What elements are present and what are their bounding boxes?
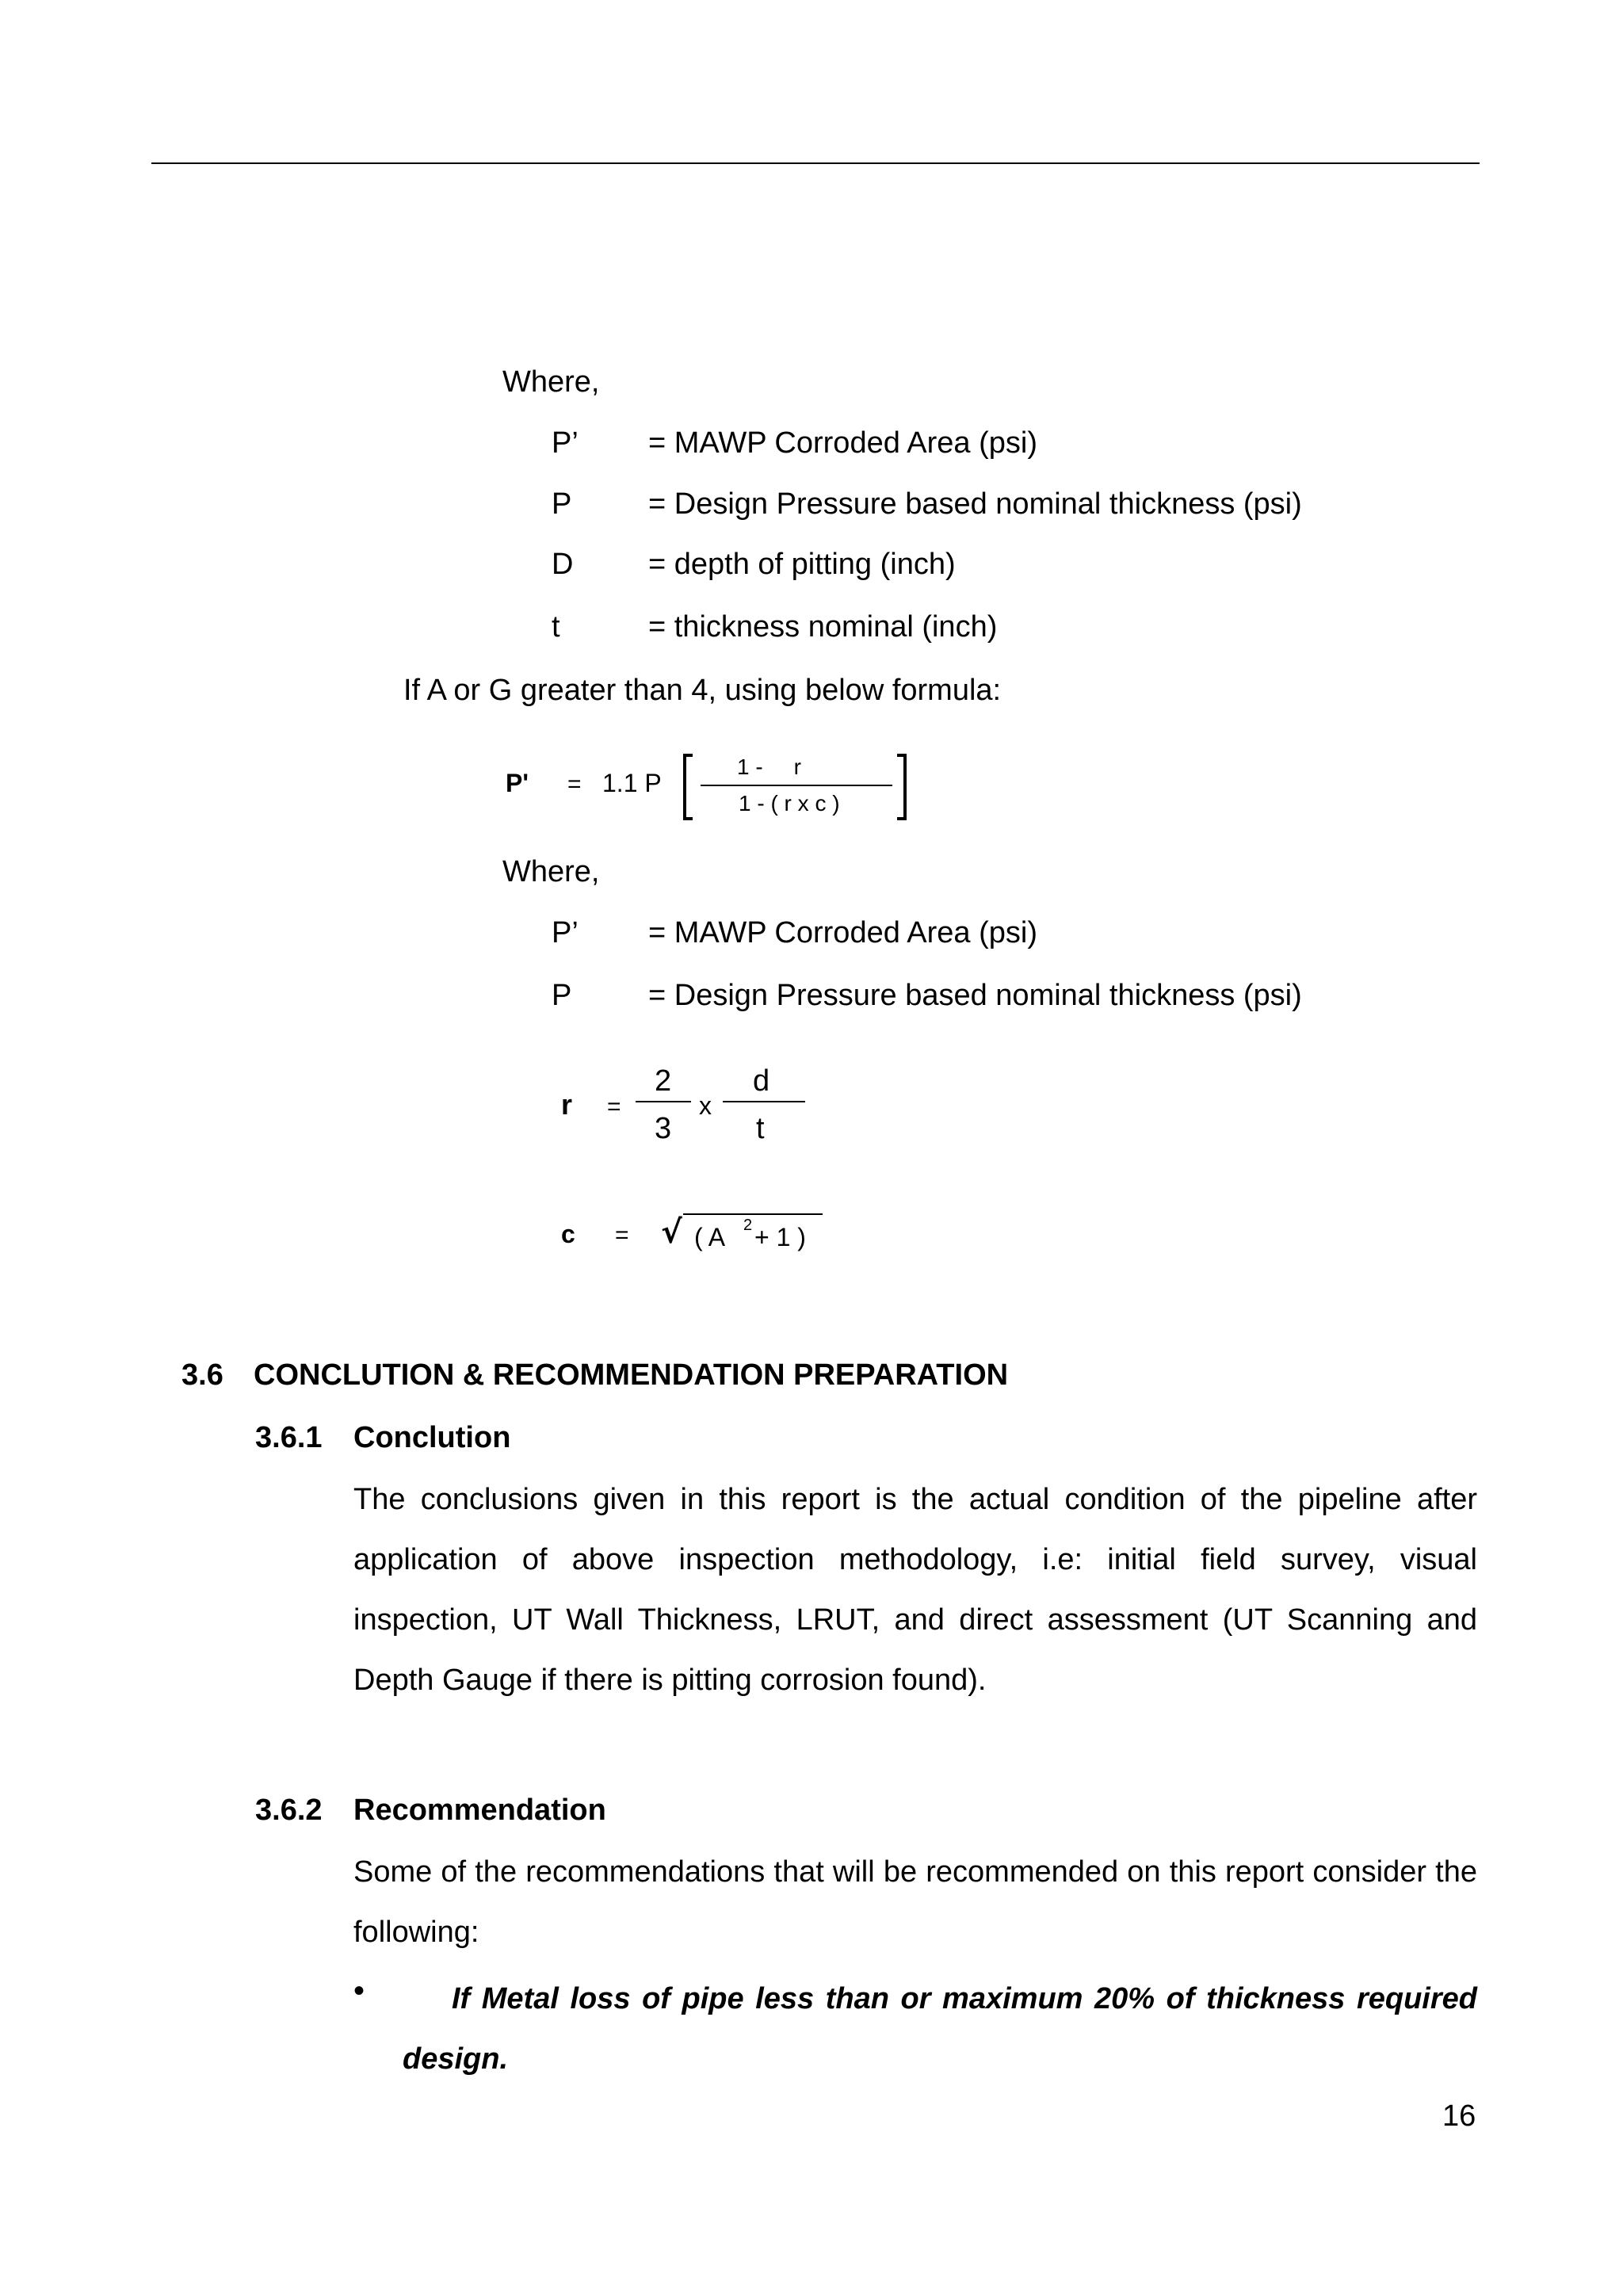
formula-p-prime-coef: 1.1 P (602, 769, 662, 797)
where-1-definition-t: = thickness nominal (inch) (648, 610, 998, 644)
formula-p-prime (499, 741, 943, 836)
formula-c-close: + 1 ) (754, 1223, 806, 1251)
formula-p-prime-eq: = (567, 771, 582, 797)
formula-c-eq: = (615, 1222, 629, 1248)
formula-r-frac2-numerator: d (753, 1064, 770, 1098)
where-2-definition-p: = Design Pressure based nominal thickness (psi) (648, 979, 1302, 1012)
section-3-6-1-title: Conclution (353, 1421, 511, 1454)
condition-text: If A or G greater than 4, using below formula: (403, 674, 1002, 707)
section-3-6-title: CONCLUTION & RECOMMENDATION PREPARATION (254, 1358, 1009, 1392)
section-3-6-2-title: Recommendation (353, 1794, 606, 1827)
header-rule (151, 162, 1480, 164)
formula-left-bracket (685, 755, 693, 819)
formula-c-exponent: 2 (743, 1217, 753, 1234)
formula-p-prime-lhs: P' (506, 769, 529, 797)
where-1-symbol-p: P (552, 487, 572, 521)
formula-r-eq: = (607, 1094, 621, 1120)
formula-c-lhs: c (561, 1220, 575, 1248)
bullet-marker: • (353, 1973, 365, 2008)
formula-right-bracket (897, 755, 905, 819)
formula-p-prime-denominator: 1 - ( r x c ) (739, 791, 840, 816)
where-label-2: Where, (502, 855, 600, 888)
where-2-definition-p-prime: = MAWP Corroded Area (psi) (648, 916, 1038, 949)
where-1-definition-p: = Design Pressure based nominal thickness (psi) (648, 487, 1302, 521)
section-3-6-2-number: 3.6.2 (255, 1794, 323, 1827)
where-1-definition-d: = depth of pitting (inch) (648, 548, 956, 581)
formula-c-open: ( A (694, 1223, 726, 1251)
where-1-definition-p-prime: = MAWP Corroded Area (psi) (648, 426, 1038, 460)
formula-r-frac2-denominator: t (756, 1112, 765, 1145)
formula-c-radical: √ (661, 1214, 682, 1251)
section-3-6-1-number: 3.6.1 (255, 1421, 323, 1454)
formula-p-prime-numerator: 1 - r (737, 755, 801, 779)
page-number: 16 (1442, 2099, 1476, 2133)
section-3-6-number: 3.6 (181, 1358, 223, 1392)
formula-r-frac1-denominator: 3 (655, 1112, 672, 1145)
section-3-6-2-body: Some of the recommendations that will be recommended on this report consider the following: (353, 1855, 1477, 1949)
where-2-symbol-p: P (552, 979, 572, 1012)
where-2-symbol-p-prime: P’ (552, 916, 579, 949)
formula-c (552, 1197, 853, 1260)
where-label-1: Where, (502, 365, 600, 399)
where-1-symbol-p-prime: P’ (552, 426, 579, 460)
section-3-6-1-body: The conclusions given in this report is the actual condition of the pipeline after application of above inspection methodology, i.e: initial field survey, visual inspection, UT Wall Thickness, LRUT, and direct assessment (UT Scanning and Depth Gauge if there is pitting corrosion found). (353, 1483, 1477, 1697)
where-1-symbol-d: D (552, 548, 574, 581)
formula-r-lhs: r (561, 1088, 573, 1121)
formula-r-frac1-numerator: 2 (655, 1064, 672, 1098)
bullet-text: If Metal loss of pipe less than or maximum 20% of thickness required design. (403, 1982, 1477, 2076)
formula-r (552, 1054, 837, 1157)
where-1-symbol-t: t (552, 610, 560, 644)
formula-r-times: x (699, 1091, 712, 1120)
